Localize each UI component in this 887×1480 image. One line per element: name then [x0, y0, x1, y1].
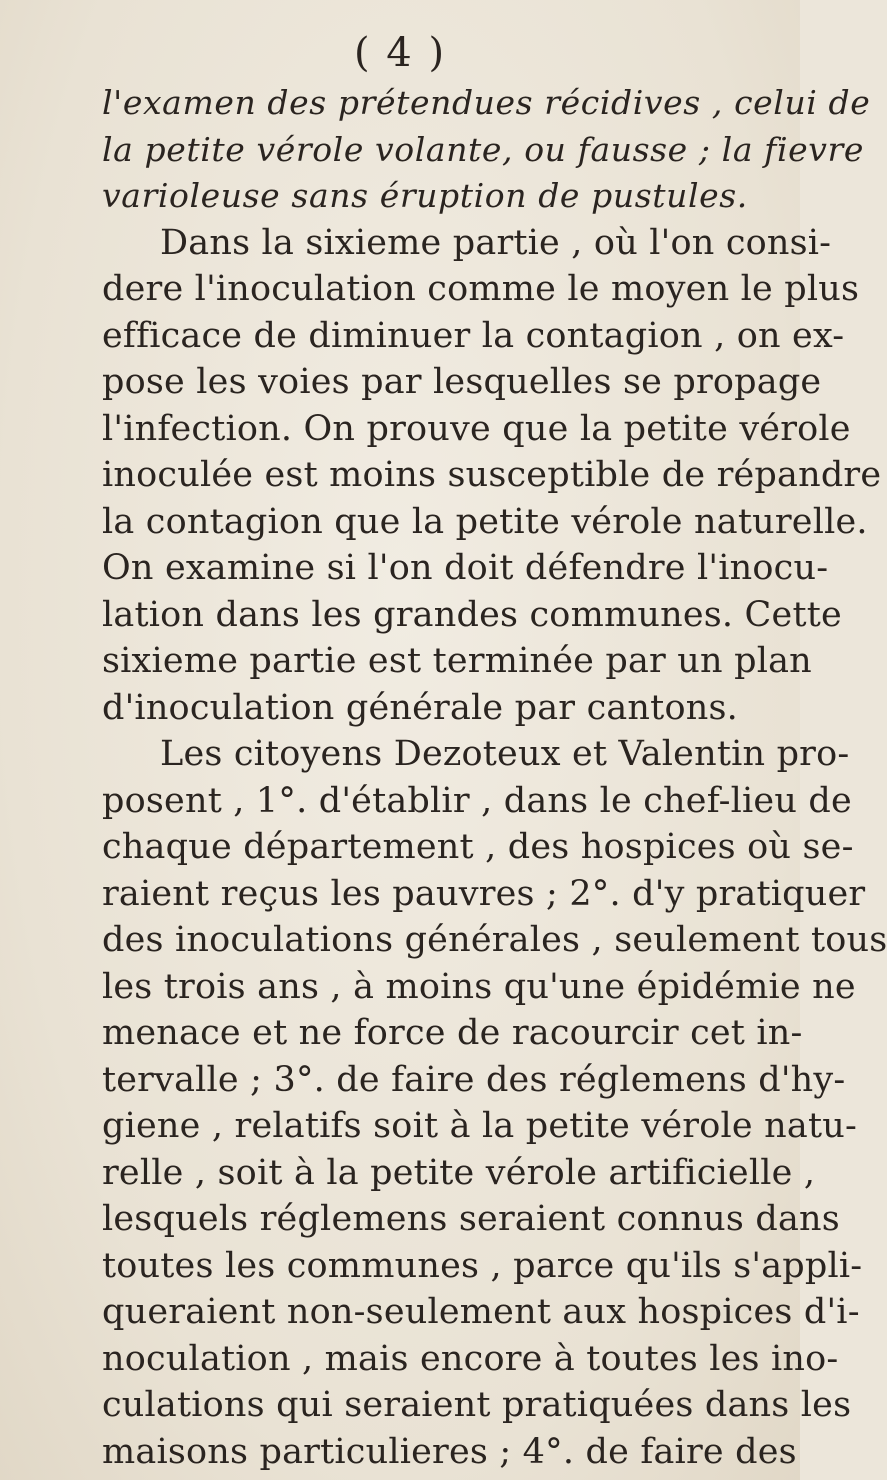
text-line: giene , relatifs soit à la petite vérole natu-	[102, 1106, 857, 1146]
page-number: ( 4 )	[353, 30, 447, 76]
text-line: queraient non-seulement aux hospices d'i-	[102, 1292, 860, 1332]
text-line: lation dans les grandes communes. Cette	[102, 594, 842, 635]
text-line: l'infection. On prouve que la petite vérole	[102, 408, 851, 449]
text-line: efficace de diminuer la contagion , on ex-	[102, 315, 845, 356]
text-line: On examine si l'on doit défendre l'inocu-	[102, 548, 829, 588]
text-line: pose les voies par lesquelles se propage	[102, 362, 822, 402]
text-line: noculation , mais encore à toutes les ino-	[102, 1338, 839, 1379]
text-line: menace et ne force de racourcir cet in-	[102, 1013, 803, 1053]
text-line: l'examen des prétendues récidives , celui de	[102, 83, 871, 122]
text-line: posent , 1°. d'établir , dans le chef-lieu de	[102, 780, 852, 821]
text-line: la contagion que la petite vérole naturelle.	[102, 501, 868, 542]
text-line: relle , soit à la petite vérole artificielle ,	[102, 1152, 816, 1193]
text-line: chaque département , des hospices où se-	[102, 827, 854, 867]
text-line: varioleuse sans éruption de pustules.	[102, 176, 748, 215]
text-line: inoculée est moins susceptible de répandre	[102, 455, 882, 495]
text-line: tervalle ; 3°. de faire des réglemens d'hy-	[102, 1059, 846, 1100]
text-line: lesquels réglemens seraient connus dans	[102, 1199, 840, 1239]
text-line: les trois ans , à moins qu'une épidémie ne	[102, 966, 856, 1007]
text-line: sixieme partie est terminée par un plan	[102, 641, 812, 681]
paragraph-start-line: Dans la sixieme partie , où l'on consi-	[160, 222, 832, 263]
paragraph-start-line: Les citoyens Dezoteux et Valentin pro-	[160, 734, 850, 774]
text-line: raient reçus les pauvres ; 2°. d'y pratiquer	[102, 873, 866, 914]
text-line: dere l'inoculation comme le moyen le plus	[102, 269, 860, 309]
text-line: la petite vérole volante, ou fausse ; la fievre	[102, 129, 865, 169]
text-line: maisons particulieres ; 4°. de faire des	[102, 1431, 797, 1472]
text-line: d'inoculation générale par cantons.	[102, 687, 738, 728]
body-text	[102, 80, 887, 1475]
text-line: des inoculations générales , seulement tous	[102, 920, 887, 960]
text-line: culations qui seraient pratiquées dans les	[102, 1385, 852, 1425]
text-line: toutes les communes , parce qu'ils s'appli-	[102, 1245, 863, 1286]
